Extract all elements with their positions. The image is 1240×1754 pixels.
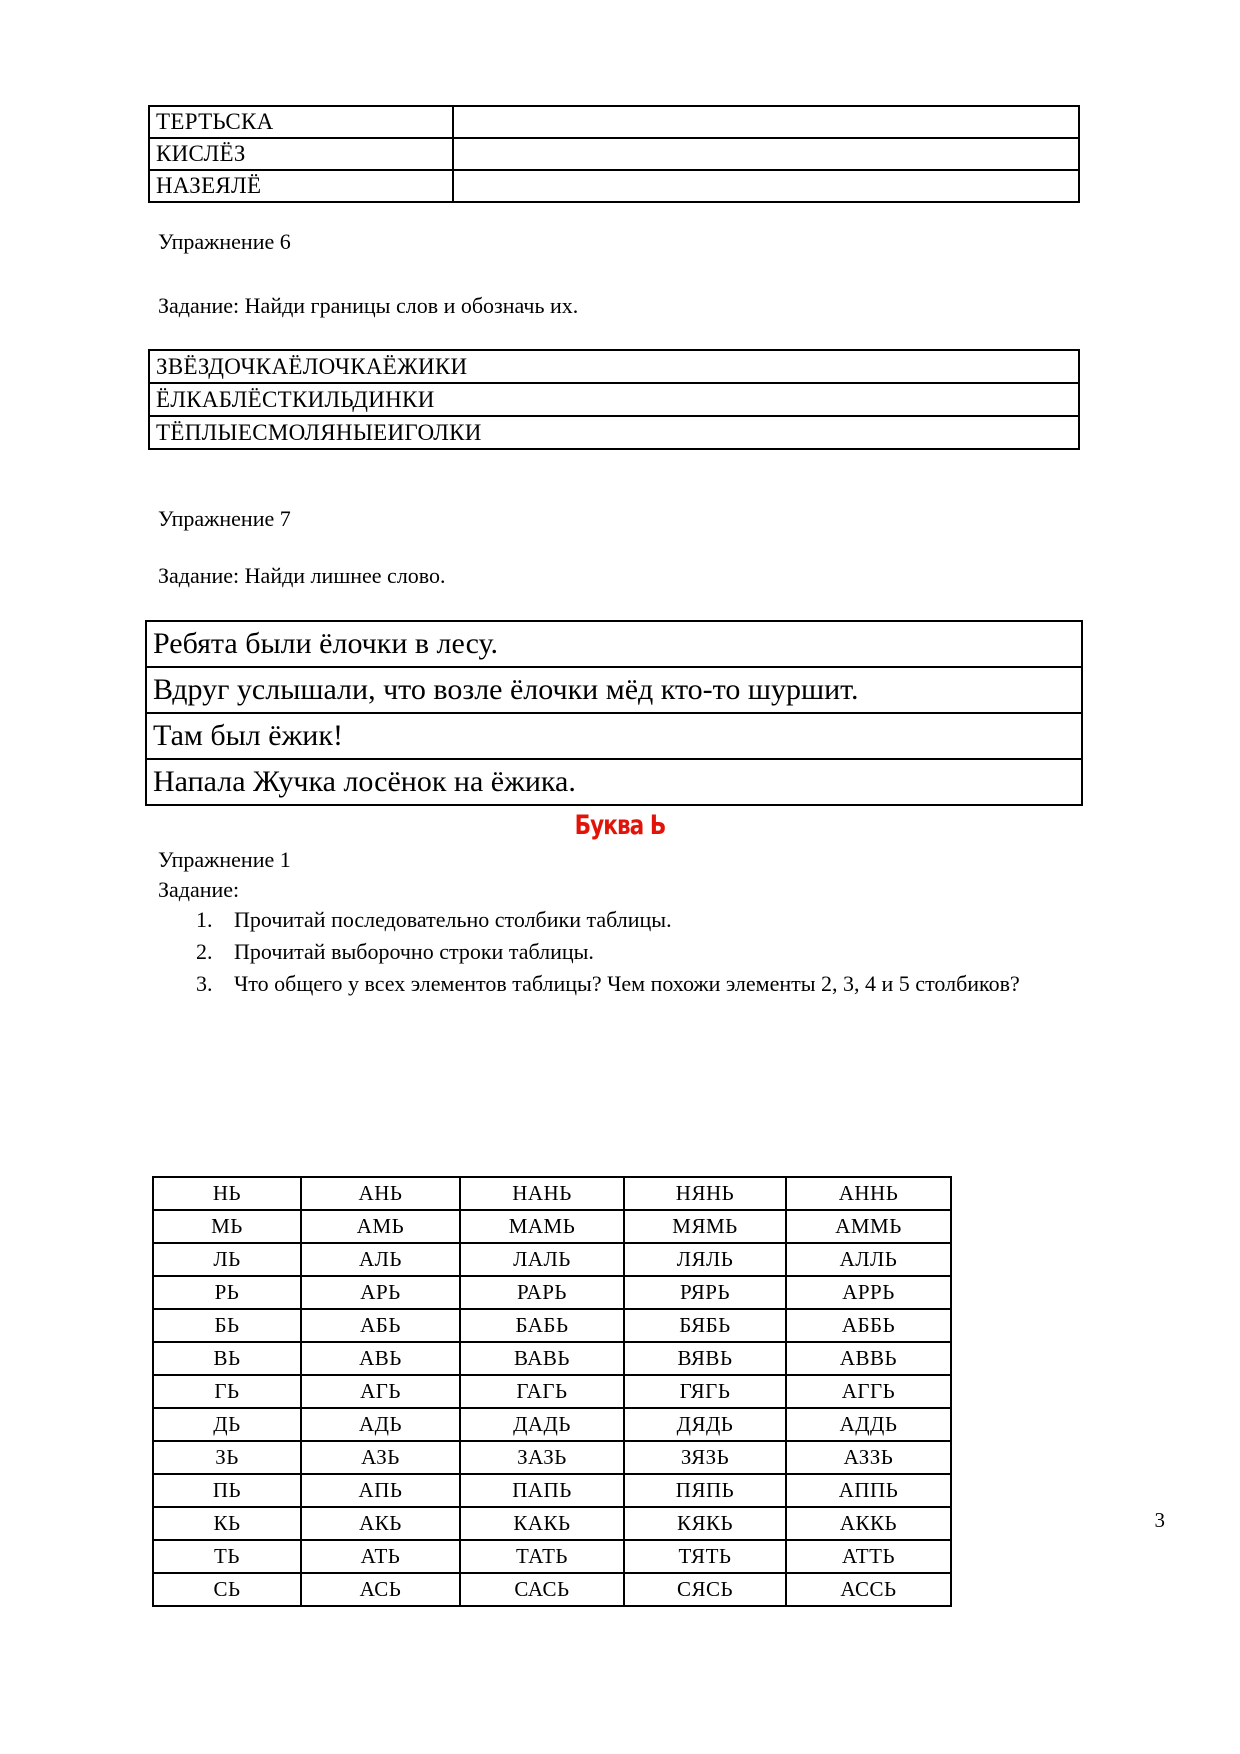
table-row: [153, 1474, 951, 1507]
syllable-cell[interactable]: АППЬ: [786, 1474, 951, 1507]
sentence-cell[interactable]: Вдруг услышали, что возле ёлочки мёд кто-то шуршит.: [146, 667, 1082, 713]
table-row: [146, 667, 1082, 713]
exercise-1-task-label: Задание:: [158, 877, 240, 902]
syllable-cell[interactable]: РЯРЬ: [624, 1276, 786, 1309]
answer-cell[interactable]: [453, 106, 1079, 138]
exercise-6-task: Задание: Найди границы слов и обозначь их.: [158, 293, 579, 318]
table-row: [149, 138, 1079, 170]
syllable-cell[interactable]: МЯМЬ: [624, 1210, 786, 1243]
section-heading: Буква Ь: [574, 810, 666, 841]
syllable-cell[interactable]: ПЬ: [153, 1474, 301, 1507]
scrambled-word-cell: КИСЛЁЗ: [149, 138, 453, 170]
syllable-cell[interactable]: АТЬ: [301, 1540, 460, 1573]
syllable-cell[interactable]: БЯБЬ: [624, 1309, 786, 1342]
syllable-cell[interactable]: РАРЬ: [460, 1276, 624, 1309]
sentence-cell[interactable]: Там был ёжик!: [146, 713, 1082, 759]
syllable-cell[interactable]: АТТЬ: [786, 1540, 951, 1573]
table-row: [153, 1408, 951, 1441]
syllable-cell[interactable]: АЗЗЬ: [786, 1441, 951, 1474]
syllable-cell[interactable]: АСЬ: [301, 1573, 460, 1606]
syllable-cell[interactable]: ГЬ: [153, 1375, 301, 1408]
syllable-cell[interactable]: КЯКЬ: [624, 1507, 786, 1540]
syllable-cell[interactable]: АДДЬ: [786, 1408, 951, 1441]
list-item-number: 3.: [196, 971, 213, 997]
syllable-cell[interactable]: РЬ: [153, 1276, 301, 1309]
sentences-table: [145, 620, 1083, 806]
table-row: [146, 621, 1082, 667]
syllable-cell[interactable]: ГЯГЬ: [624, 1375, 786, 1408]
list-item: [196, 969, 1076, 998]
sentences-body: [146, 621, 1082, 805]
scrambled-words-body: [149, 106, 1079, 202]
syllable-cell[interactable]: АНЬ: [301, 1177, 460, 1210]
syllable-cell[interactable]: АВВЬ: [786, 1342, 951, 1375]
merged-word-cell[interactable]: ЗВЁЗДОЧКАЁЛОЧКАЁЖИКИ: [149, 350, 1079, 383]
syllable-table: [152, 1176, 952, 1607]
exercise-7-task: Задание: Найди лишнее слово.: [158, 563, 446, 588]
table-row: [153, 1276, 951, 1309]
table-row: [153, 1375, 951, 1408]
syllable-cell[interactable]: ЗЯЗЬ: [624, 1441, 786, 1474]
list-item-label: Прочитай последовательно столбики таблицы.: [234, 907, 672, 932]
table-row: [153, 1342, 951, 1375]
syllable-cell[interactable]: СЯСЬ: [624, 1573, 786, 1606]
table-row: [149, 350, 1079, 383]
syllable-cell[interactable]: КАКЬ: [460, 1507, 624, 1540]
syllable-cell[interactable]: БЬ: [153, 1309, 301, 1342]
syllable-cell[interactable]: ЗЬ: [153, 1441, 301, 1474]
syllable-cell[interactable]: НЬ: [153, 1177, 301, 1210]
table-row: [153, 1507, 951, 1540]
syllable-cell[interactable]: АПЬ: [301, 1474, 460, 1507]
syllable-cell[interactable]: ЛЯЛЬ: [624, 1243, 786, 1276]
syllable-cell[interactable]: ДЬ: [153, 1408, 301, 1441]
syllable-cell[interactable]: АГГЬ: [786, 1375, 951, 1408]
syllable-cell[interactable]: ДЯДЬ: [624, 1408, 786, 1441]
table-row: [153, 1243, 951, 1276]
table-row: [149, 170, 1079, 202]
exercise-1-instruction-list: [196, 905, 1076, 1001]
scrambled-word-cell: ТЕРТЬСКА: [149, 106, 453, 138]
syllable-cell[interactable]: ГАГЬ: [460, 1375, 624, 1408]
list-item-label: Что общего у всех элементов таблицы? Чем похожи элементы 2, 3, 4 и 5 столбиков?: [234, 971, 1020, 997]
table-row: [153, 1210, 951, 1243]
syllable-cell[interactable]: НАНЬ: [460, 1177, 624, 1210]
table-row: [146, 713, 1082, 759]
syllable-cell[interactable]: АББЬ: [786, 1309, 951, 1342]
syllable-cell[interactable]: ЛЬ: [153, 1243, 301, 1276]
syllable-cell[interactable]: ДАДЬ: [460, 1408, 624, 1441]
syllable-cell[interactable]: АЛЛЬ: [786, 1243, 951, 1276]
answer-cell[interactable]: [453, 170, 1079, 202]
syllable-cell[interactable]: ПЯПЬ: [624, 1474, 786, 1507]
page-number: 3: [1154, 1508, 1165, 1532]
syllable-cell[interactable]: МАМЬ: [460, 1210, 624, 1243]
merged-word-cell[interactable]: ЁЛКАБЛЁСТКИЛЬДИНКИ: [149, 383, 1079, 416]
syllable-cell[interactable]: АККЬ: [786, 1507, 951, 1540]
syllable-cell[interactable]: АРЬ: [301, 1276, 460, 1309]
list-item: [196, 937, 1076, 966]
syllable-cell[interactable]: АДЬ: [301, 1408, 460, 1441]
syllable-cell[interactable]: БАБЬ: [460, 1309, 624, 1342]
syllable-cell[interactable]: АССЬ: [786, 1573, 951, 1606]
syllable-cell[interactable]: АМЬ: [301, 1210, 460, 1243]
syllable-cell[interactable]: ТАТЬ: [460, 1540, 624, 1573]
syllable-cell[interactable]: НЯНЬ: [624, 1177, 786, 1210]
syllable-table-body: [153, 1177, 951, 1606]
syllable-cell[interactable]: КЬ: [153, 1507, 301, 1540]
sentence-cell[interactable]: Ребята были ёлочки в лесу.: [146, 621, 1082, 667]
table-row: [149, 383, 1079, 416]
syllable-cell[interactable]: ЗАЗЬ: [460, 1441, 624, 1474]
list-item-number: 1.: [196, 907, 213, 932]
table-row: [149, 416, 1079, 449]
merged-words-body: [149, 350, 1079, 449]
syllable-cell[interactable]: ВЬ: [153, 1342, 301, 1375]
syllable-cell[interactable]: АННЬ: [786, 1177, 951, 1210]
syllable-cell[interactable]: МЬ: [153, 1210, 301, 1243]
scrambled-word-cell: НАЗЕЯЛЁ: [149, 170, 453, 202]
syllable-cell[interactable]: АЗЬ: [301, 1441, 460, 1474]
answer-cell[interactable]: [453, 138, 1079, 170]
syllable-cell[interactable]: АММЬ: [786, 1210, 951, 1243]
merged-words-table: [148, 349, 1080, 450]
syllable-cell[interactable]: ВАВЬ: [460, 1342, 624, 1375]
exercise-1-title: Упражнение 1: [158, 847, 291, 872]
table-row: [146, 759, 1082, 805]
list-item: [196, 905, 1076, 934]
table-row: [153, 1573, 951, 1606]
syllable-cell[interactable]: АЛЬ: [301, 1243, 460, 1276]
syllable-cell[interactable]: АГЬ: [301, 1375, 460, 1408]
list-item-number: 2.: [196, 939, 213, 965]
table-row: [153, 1177, 951, 1210]
syllable-cell[interactable]: ВЯВЬ: [624, 1342, 786, 1375]
scrambled-words-table: [148, 105, 1080, 203]
syllable-cell[interactable]: СЬ: [153, 1573, 301, 1606]
syllable-cell[interactable]: АРРЬ: [786, 1276, 951, 1309]
table-row: [153, 1441, 951, 1474]
syllable-cell[interactable]: ТЯТЬ: [624, 1540, 786, 1573]
table-row: [153, 1540, 951, 1573]
syllable-cell[interactable]: САСЬ: [460, 1573, 624, 1606]
syllable-cell[interactable]: ЛАЛЬ: [460, 1243, 624, 1276]
syllable-cell[interactable]: АБЬ: [301, 1309, 460, 1342]
syllable-cell[interactable]: АВЬ: [301, 1342, 460, 1375]
merged-word-cell[interactable]: ТЁПЛЫЕСМОЛЯНЫЕИГОЛКИ: [149, 416, 1079, 449]
sentence-cell[interactable]: Напала Жучка лосёнок на ёжика.: [146, 759, 1082, 805]
exercise-7-title: Упражнение 7: [158, 506, 291, 531]
syllable-cell[interactable]: ТЬ: [153, 1540, 301, 1573]
table-row: [149, 106, 1079, 138]
exercise-6-title: Упражнение 6: [158, 229, 291, 254]
syllable-cell[interactable]: АКЬ: [301, 1507, 460, 1540]
table-row: [153, 1309, 951, 1342]
list-item-label: Прочитай выборочно строки таблицы.: [234, 939, 594, 965]
syllable-cell[interactable]: ПАПЬ: [460, 1474, 624, 1507]
